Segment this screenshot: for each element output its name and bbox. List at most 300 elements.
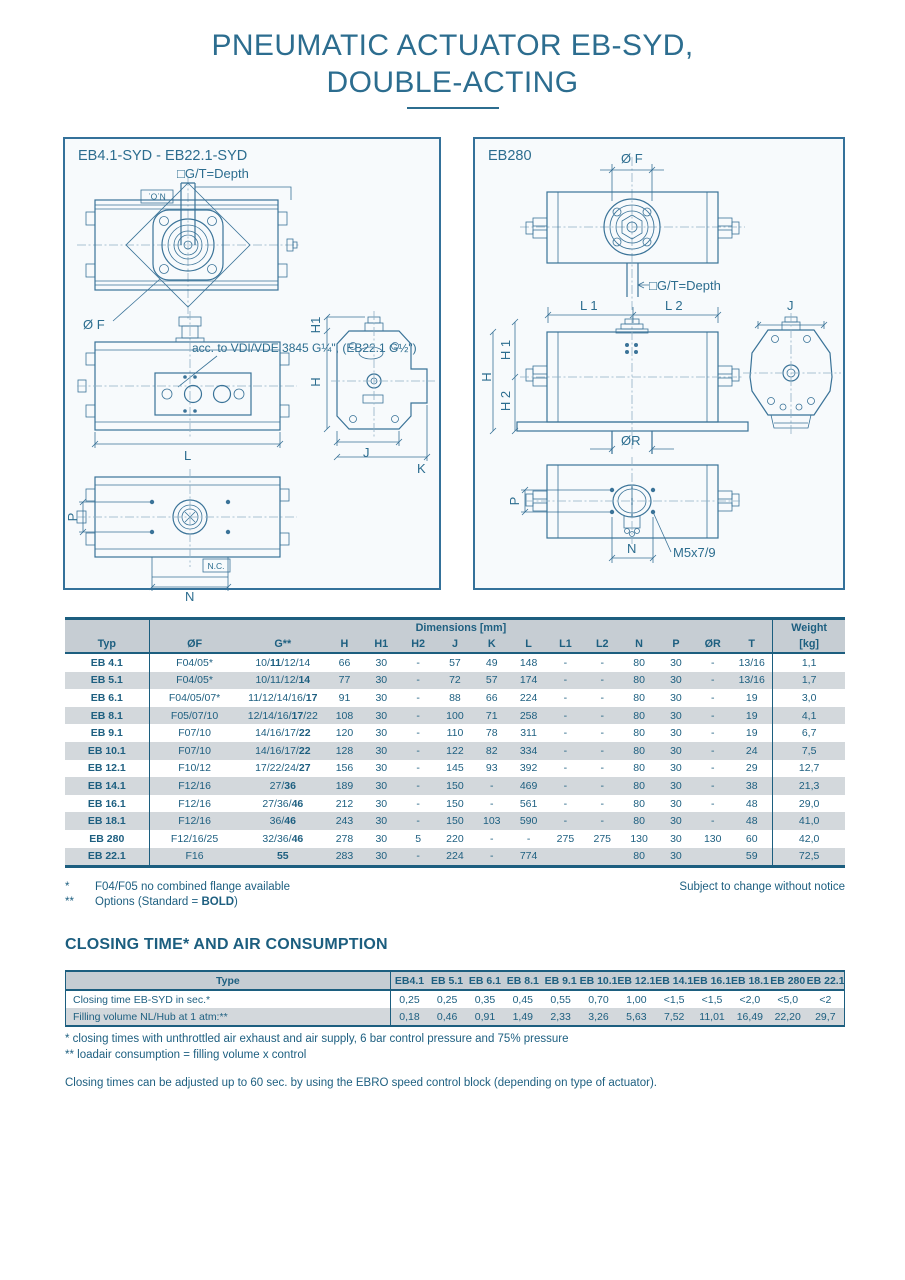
dim-cell: 278 xyxy=(335,832,354,845)
dim-cell: 17/22/24/27 xyxy=(255,762,311,775)
dim-cell: 4,1 xyxy=(773,707,845,725)
dim-cell: 11/12/14/16/17 xyxy=(248,691,318,704)
weight-unit-header: [kg] xyxy=(773,636,845,653)
h-dim-label: H xyxy=(479,372,494,382)
closing-col-header: EB 14.1 xyxy=(655,971,693,990)
typ-corner-cell xyxy=(65,619,149,637)
closing-col-header: EB 9.1 xyxy=(542,971,580,990)
col-header-typ: Typ xyxy=(65,636,149,653)
value-cell: 22,20 xyxy=(774,1010,801,1023)
table-row xyxy=(66,990,845,1008)
table-row xyxy=(65,672,845,690)
typ-cell: EB 14.1 xyxy=(65,777,149,795)
dim-cell: 128 xyxy=(335,744,354,757)
col-header-t: T xyxy=(731,636,773,653)
dim-cell: F16 xyxy=(185,850,204,863)
table-row xyxy=(65,724,845,742)
value-cell: 7,52 xyxy=(663,1010,685,1023)
dim-cell: 30 xyxy=(670,779,682,792)
dim-cell: F05/07/10 xyxy=(170,709,219,722)
dim-cell: F04/05* xyxy=(176,656,213,669)
closing-header-row xyxy=(66,971,845,990)
dim-cell: 30 xyxy=(375,797,388,810)
diagram-right-title: EB280 xyxy=(488,148,532,164)
dim-cell: 77 xyxy=(338,674,351,687)
options-note-pre: Options (Standard = xyxy=(95,896,202,908)
dim-cell xyxy=(584,848,621,867)
closing-col-header: EB 16.1 xyxy=(693,971,731,990)
no-tag-label: N.O. xyxy=(148,191,166,202)
dim-cell: F04/05* xyxy=(176,674,213,687)
col-header-l1: L1 xyxy=(547,636,584,653)
dimensions-table xyxy=(65,617,845,868)
dim-cell: 57 xyxy=(449,656,461,669)
value-cell: <1,5 xyxy=(701,993,723,1006)
dim-cell: 72,5 xyxy=(773,848,845,867)
typ-cell: EB 4.1 xyxy=(65,653,149,672)
value-cell: 29,7 xyxy=(815,1010,836,1023)
col-header-h2: H2 xyxy=(400,636,437,653)
closing-note: Closing times can be adjusted up to 60 sec. by using the EBRO speed control block (depending on type of actuator). xyxy=(65,1077,657,1089)
dim-cell: 14/16/17/22 xyxy=(255,727,311,740)
dim-cell: 13/16 xyxy=(738,656,765,669)
page-title-line1: PNEUMATIC ACTUATOR EB-SYD, xyxy=(211,29,694,62)
dim-cell: 91 xyxy=(338,691,351,704)
nc-tag-label: N.C. xyxy=(207,561,225,571)
dim-cell: 12,7 xyxy=(773,760,845,778)
dim-cell: F12/16 xyxy=(178,779,211,792)
value-cell: 0,45 xyxy=(512,993,534,1006)
row-label-cell: Filling volume NL/Hub at 1 atm:** xyxy=(66,1008,391,1026)
dim-cell: - xyxy=(416,797,420,810)
type-col-header: Type xyxy=(66,971,391,990)
value-cell: 0,55 xyxy=(550,993,571,1006)
dim-cell: - xyxy=(416,674,420,687)
typ-cell: EB 12.1 xyxy=(65,760,149,778)
front-view xyxy=(77,311,297,463)
table-row xyxy=(65,760,845,778)
dim-cell: 36/46 xyxy=(269,815,296,828)
dim-cell: 80 xyxy=(633,656,645,669)
closing-col-header: EB 10.1 xyxy=(580,971,618,990)
dimensions-table-head xyxy=(65,619,845,654)
dim-cell: F12/16 xyxy=(178,815,211,828)
dim-cell: 30 xyxy=(375,674,388,687)
dim-cell: 392 xyxy=(519,762,538,775)
dim-cell: - xyxy=(710,797,715,810)
col-header-h: H xyxy=(326,636,363,653)
col-header-p: P xyxy=(658,636,695,653)
dim-cell: 66 xyxy=(485,691,498,704)
dim-cell: 30 xyxy=(375,832,388,845)
page-title-line2: DOUBLE-ACTING xyxy=(326,66,579,99)
dim-cell: 1,7 xyxy=(773,672,845,690)
dim-cell: 30 xyxy=(375,762,388,775)
dim-cell: 30 xyxy=(375,850,388,863)
dim-cell: 212 xyxy=(335,797,354,810)
dim-cell: - xyxy=(416,744,420,757)
dim-cell: 108 xyxy=(335,709,354,722)
dim-cell: 80 xyxy=(633,744,645,757)
dim-cell: 30 xyxy=(375,656,388,669)
dim-cell: 283 xyxy=(335,850,354,863)
closing-col-header: EB 6.1 xyxy=(466,971,504,990)
column-header-row xyxy=(65,636,845,653)
options-note-post: ) xyxy=(234,896,238,908)
typ-cell: EB 22.1 xyxy=(65,848,149,867)
dim-cell: 220 xyxy=(446,832,464,845)
col-header-h1: H1 xyxy=(363,636,400,653)
dim-cell: - xyxy=(416,762,420,775)
dim-cell: 30 xyxy=(375,744,388,757)
col-header-n: N xyxy=(621,636,658,653)
dim-cell: 150 xyxy=(446,779,464,792)
dim-cell: 30 xyxy=(375,779,388,792)
dim-cell: 30 xyxy=(375,815,388,828)
dim-cell: 19 xyxy=(745,709,758,722)
dim-cell: - xyxy=(490,779,494,792)
dim-cell: 590 xyxy=(519,815,538,828)
dim-cell: F12/16/25 xyxy=(170,832,219,845)
dim-cell: 80 xyxy=(633,674,645,687)
dim-cell: 150 xyxy=(446,815,464,828)
value-cell: 11,01 xyxy=(699,1010,725,1023)
n-dim-label: N xyxy=(627,541,637,556)
closing-col-header: EB4.1 xyxy=(390,971,428,990)
dim-cell: 93 xyxy=(485,762,498,775)
table-row xyxy=(65,689,845,707)
dim-cell: 148 xyxy=(519,656,538,669)
dim-cell: 1,1 xyxy=(773,653,845,672)
h1-dim-label: H1 xyxy=(308,316,323,334)
dim-cell: 80 xyxy=(633,797,645,810)
dim-cell: 71 xyxy=(485,709,498,722)
dim-cell: 7,5 xyxy=(773,742,845,760)
technical-drawing-eb4-eb22 xyxy=(65,139,439,604)
value-cell: 0,25 xyxy=(399,993,420,1006)
value-cell: 16,49 xyxy=(736,1010,763,1023)
dim-cell: - xyxy=(563,744,568,757)
j-dim-label: J xyxy=(363,445,370,460)
dim-cell: - xyxy=(416,656,420,669)
value-cell: <2,0 xyxy=(739,993,761,1006)
table-row xyxy=(65,812,845,830)
dim-cell: - xyxy=(563,691,568,704)
title-underline xyxy=(407,107,499,109)
dim-cell: 80 xyxy=(633,727,645,740)
diagram-left-title: EB4.1-SYD - EB22.1-SYD xyxy=(78,148,248,164)
dim-cell: F07/10 xyxy=(178,727,211,740)
dim-cell: 19 xyxy=(745,691,758,704)
dim-cell: 38 xyxy=(745,779,758,792)
dim-cell: - xyxy=(600,727,604,740)
dim-cell: 103 xyxy=(483,815,501,828)
closing-footnote-2: ** loadair consumption = filling volume x control xyxy=(65,1049,307,1061)
dim-cell: - xyxy=(710,727,715,740)
dim-cell: 30 xyxy=(670,727,682,740)
value-cell: 0,35 xyxy=(474,993,496,1006)
dim-cell: - xyxy=(710,762,715,775)
dim-cell: 72 xyxy=(449,674,461,687)
dim-cell: 57 xyxy=(485,674,498,687)
k-dim-label: K xyxy=(417,461,426,476)
table-row xyxy=(65,848,845,867)
dim-cell: F12/16 xyxy=(178,797,211,810)
dim-cell: 10/11/12/14 xyxy=(255,674,311,687)
dim-cell: - xyxy=(600,762,604,775)
typ-cell: EB 10.1 xyxy=(65,742,149,760)
dim-cell: - xyxy=(563,779,568,792)
dim-cell: 27/36 xyxy=(269,779,296,792)
or-dim-label: ØR xyxy=(621,433,641,448)
dim-cell: 145 xyxy=(446,762,464,775)
dim-cell: 60 xyxy=(745,832,758,845)
dim-cell: 59 xyxy=(745,850,758,863)
header-group-row xyxy=(65,619,845,637)
table-row xyxy=(65,707,845,725)
dim-cell: - xyxy=(416,779,420,792)
dim-cell: - xyxy=(416,815,420,828)
dim-cell: - xyxy=(416,850,420,863)
dim-cell: 29 xyxy=(745,762,758,775)
dim-cell xyxy=(694,848,731,867)
top-view xyxy=(77,166,299,332)
gt-depth-label: □G/T=Depth xyxy=(649,278,721,293)
value-cell: 1,49 xyxy=(512,1010,534,1023)
closing-table-head xyxy=(66,971,845,990)
value-cell: 5,63 xyxy=(626,1010,647,1023)
dim-cell: - xyxy=(563,727,568,740)
closing-col-header: EB 5.1 xyxy=(428,971,466,990)
dim-cell: 774 xyxy=(519,850,538,863)
dim-cell: 30 xyxy=(670,674,682,687)
dim-cell: 21,3 xyxy=(773,777,845,795)
dim-cell: 80 xyxy=(633,762,645,775)
typ-cell: EB 8.1 xyxy=(65,707,149,725)
dim-cell: 30 xyxy=(375,709,388,722)
dim-cell: 243 xyxy=(335,815,354,828)
dim-cell: 14/16/17/22 xyxy=(255,744,311,757)
dim-cell: 3,0 xyxy=(773,689,845,707)
dim-cell: 30 xyxy=(375,727,388,740)
dim-cell: 120 xyxy=(335,727,354,740)
dim-cell: - xyxy=(710,744,715,757)
closing-col-header: EB 12.1 xyxy=(617,971,655,990)
diagram-box-eb280 xyxy=(473,137,845,590)
dimensions-table-body xyxy=(65,653,845,867)
top-view xyxy=(520,151,745,311)
diameter-f-label: Ø F xyxy=(621,151,643,166)
dim-cell: - xyxy=(710,815,715,828)
table-row xyxy=(66,1008,845,1026)
dim-cell: - xyxy=(710,656,715,669)
dim-cell: 30 xyxy=(670,691,682,704)
dim-cell: F10/12 xyxy=(178,762,211,775)
dim-cell: 30 xyxy=(670,744,682,757)
dim-cell: - xyxy=(600,709,604,722)
dim-cell: 27/36/46 xyxy=(262,797,304,810)
options-note-bold: BOLD xyxy=(201,896,235,908)
closing-footnote-1: * closing times with unthrottled air exhaust and air supply, 6 bar control pressure and 75% pressure xyxy=(65,1033,569,1045)
dim-cell: F07/10 xyxy=(178,744,211,757)
side-view xyxy=(308,311,435,476)
dim-cell: 19 xyxy=(745,727,758,740)
dim-cell: 5 xyxy=(415,832,422,845)
dim-cell: - xyxy=(600,691,604,704)
flange-note-symbol: * xyxy=(65,881,70,893)
dim-cell: 100 xyxy=(446,709,464,722)
dimensions-group-header: Dimensions [mm] xyxy=(149,619,773,637)
h1-dim-label: H 1 xyxy=(498,339,513,361)
dim-cell: 150 xyxy=(446,797,464,810)
p-dim-label: P xyxy=(507,496,522,506)
dim-cell: 130 xyxy=(703,832,722,845)
value-cell: 3,26 xyxy=(588,1010,609,1023)
dim-cell: 275 xyxy=(593,832,612,845)
options-note xyxy=(65,896,845,908)
dim-cell: - xyxy=(600,797,604,810)
value-cell: <2 xyxy=(819,993,832,1006)
value-cell: 1,00 xyxy=(626,993,647,1006)
dim-cell: 189 xyxy=(335,779,354,792)
dim-cell: 82 xyxy=(485,744,498,757)
dim-cell: 30 xyxy=(670,762,682,775)
dim-cell: - xyxy=(600,656,604,669)
dim-cell: 41,0 xyxy=(773,812,845,830)
l2-dim-label: L 2 xyxy=(665,298,683,313)
dim-cell: - xyxy=(526,832,531,845)
closing-footnotes xyxy=(65,1031,569,1063)
dim-cell: 80 xyxy=(633,709,645,722)
dim-cell: - xyxy=(563,656,568,669)
closing-col-header: EB 280 xyxy=(769,971,807,990)
value-cell: <5,0 xyxy=(777,993,799,1006)
row-label-cell: Closing time EB-SYD in sec.* xyxy=(66,990,391,1008)
value-cell: 0,91 xyxy=(474,1010,496,1023)
weight-header: Weight xyxy=(773,619,845,637)
dim-cell: 24 xyxy=(745,744,758,757)
col-header-g: G** xyxy=(240,636,326,653)
closing-col-header: EB 22.1 xyxy=(807,971,845,990)
closing-section-heading: CLOSING TIME* AND AIR CONSUMPTION xyxy=(65,936,388,953)
dim-cell: - xyxy=(563,762,568,775)
closing-col-header: EB 8.1 xyxy=(504,971,542,990)
side-view xyxy=(479,315,748,454)
dim-cell: 174 xyxy=(519,674,538,687)
gt-depth-label: □G/T=Depth xyxy=(177,166,249,181)
dim-cell: - xyxy=(416,709,420,722)
dim-cell: 30 xyxy=(670,709,682,722)
col-header-l2: L2 xyxy=(584,636,621,653)
table-row xyxy=(65,795,845,813)
dim-cell: 42,0 xyxy=(773,830,845,848)
p-dim-label: P xyxy=(65,512,80,522)
dim-cell: 122 xyxy=(446,744,464,757)
dim-cell: 469 xyxy=(519,779,538,792)
col-header-k: K xyxy=(473,636,510,653)
dimensions-table-notes xyxy=(65,881,845,911)
diagram-box-eb4-eb22 xyxy=(63,137,441,604)
dim-cell: 80 xyxy=(633,779,645,792)
value-cell: 0,46 xyxy=(436,1010,458,1023)
dim-cell: - xyxy=(416,691,420,704)
end-view xyxy=(743,313,841,435)
value-cell: 2,33 xyxy=(550,1010,571,1023)
typ-cell: EB 5.1 xyxy=(65,672,149,690)
closing-col-header: EB 18.1 xyxy=(731,971,769,990)
dim-cell: 80 xyxy=(633,815,645,828)
dim-cell xyxy=(547,848,584,867)
dim-cell: - xyxy=(710,674,715,687)
l1-dim-label: L 1 xyxy=(580,298,598,313)
dim-cell: 30 xyxy=(670,656,682,669)
typ-cell: EB 18.1 xyxy=(65,812,149,830)
dim-cell: 49 xyxy=(485,656,498,669)
value-cell: 0,70 xyxy=(588,993,609,1006)
dim-cell: - xyxy=(490,797,494,810)
dim-cell: 32/36/46 xyxy=(262,832,304,845)
dim-cell: - xyxy=(563,674,568,687)
table-row xyxy=(65,653,845,672)
dim-cell: - xyxy=(710,779,715,792)
value-cell: <1,5 xyxy=(663,993,685,1006)
dim-row xyxy=(545,298,827,329)
bottom-view xyxy=(65,469,297,604)
l-dim-label: L xyxy=(184,448,192,463)
dim-cell: - xyxy=(710,691,715,704)
dim-cell: 561 xyxy=(519,797,538,810)
options-note-symbol: ** xyxy=(65,896,74,908)
dim-cell: 66 xyxy=(338,656,351,669)
dim-cell: 30 xyxy=(670,797,682,810)
dim-cell: 6,7 xyxy=(773,724,845,742)
dim-cell: 30 xyxy=(670,850,682,863)
table-row xyxy=(65,777,845,795)
dim-cell: - xyxy=(710,709,715,722)
dim-cell: 130 xyxy=(630,832,648,845)
m5-label: M5x7/9 xyxy=(673,545,716,560)
vdi-note-label: acc. to VDI/VDE 3845 G¼", (EB22.1 G½") xyxy=(192,341,417,355)
closing-table-body xyxy=(66,990,845,1026)
dim-cell: 88 xyxy=(449,691,461,704)
dim-cell: 334 xyxy=(519,744,538,757)
dim-cell: 13/16 xyxy=(738,674,765,687)
dim-cell: 80 xyxy=(633,691,645,704)
flange-note-text: F04/F05 no combined flange available xyxy=(95,881,290,893)
page-title xyxy=(0,27,905,109)
dim-cell: 30 xyxy=(375,691,388,704)
dim-cell: 258 xyxy=(519,709,538,722)
dim-cell: 275 xyxy=(556,832,575,845)
dim-cell: 30 xyxy=(670,832,682,845)
dim-cell: 311 xyxy=(520,727,537,740)
dim-cell: - xyxy=(563,709,568,722)
value-cell: 0,25 xyxy=(436,993,458,1006)
typ-cell: EB 6.1 xyxy=(65,689,149,707)
dim-cell: - xyxy=(563,797,568,810)
typ-cell: EB 280 xyxy=(65,830,149,848)
dim-cell: 48 xyxy=(745,815,758,828)
dim-cell: 78 xyxy=(485,727,498,740)
typ-cell: EB 16.1 xyxy=(65,795,149,813)
dim-cell: - xyxy=(490,832,494,845)
dim-cell: - xyxy=(600,779,604,792)
bottom-view xyxy=(507,457,740,563)
dim-cell: 29,0 xyxy=(773,795,845,813)
j-dim-label: J xyxy=(787,298,794,313)
closing-time-table xyxy=(65,970,845,1027)
dim-cell: 10/11/12/14 xyxy=(255,656,311,669)
